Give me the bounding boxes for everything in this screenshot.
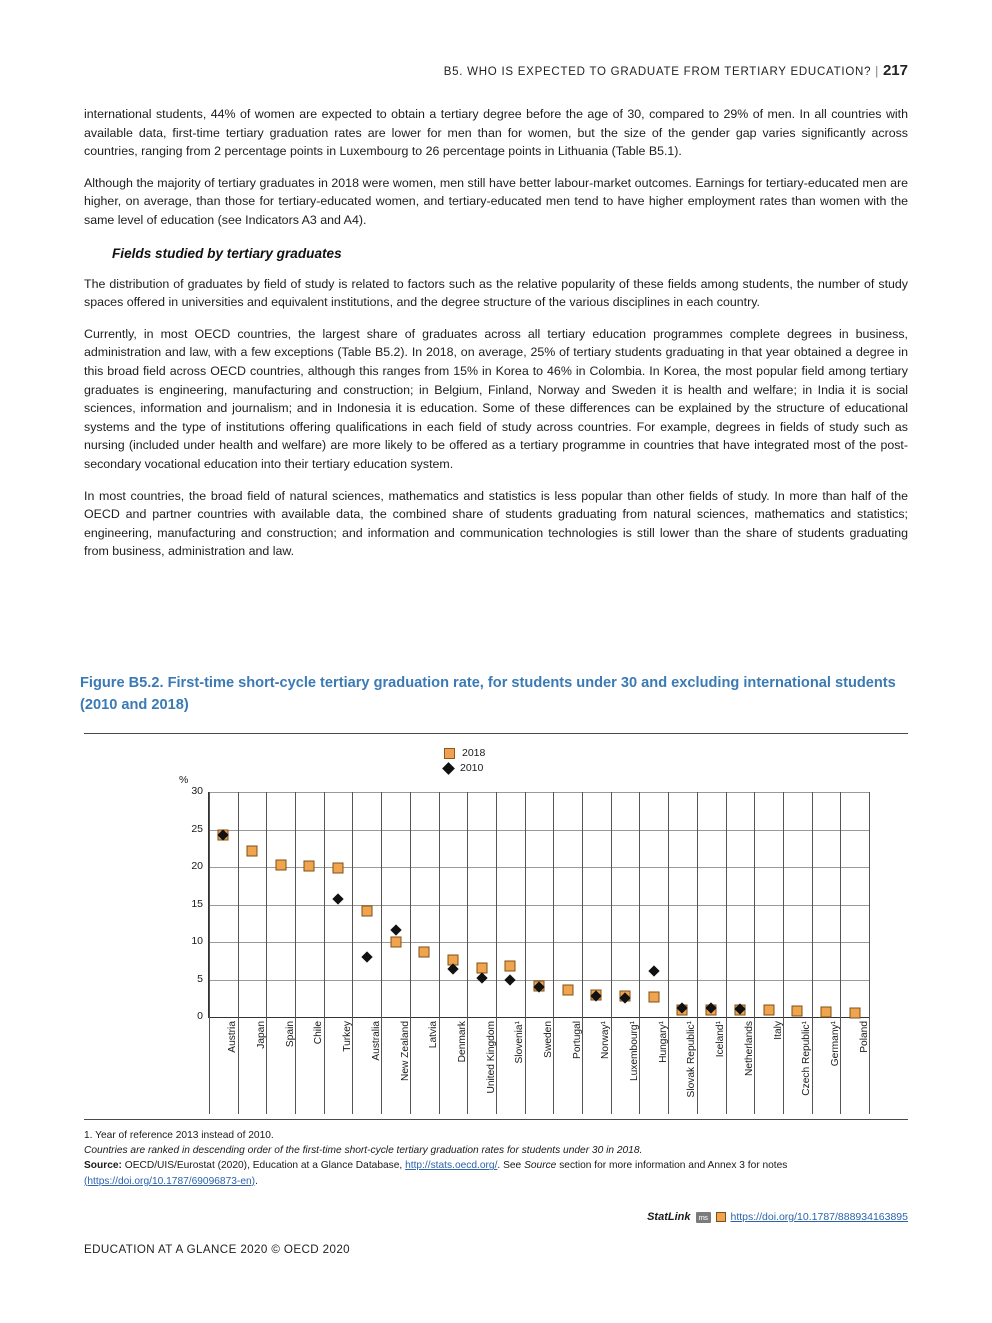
statlink-label: StatLink xyxy=(647,1211,691,1223)
statlink[interactable] xyxy=(647,1211,908,1223)
x-axis-category-label: Chile xyxy=(313,1021,325,1045)
note-ranking: Countries are ranked in descending order of the first-time short-cycle tertiary graduation rates for students under 30 in 2018. xyxy=(84,1145,643,1157)
chart-column-separator xyxy=(582,792,583,1017)
chart-category-tick xyxy=(209,1017,210,1114)
legend-item-2010 xyxy=(444,761,485,776)
paragraph-4: Currently, in most OECD countries, the largest share of graduates across all tertiary education programmes complete degrees in business, administration and law, with a few exceptions (Table B5.2). In 2018, on average, 25% of tertiary students graduating in that year obtained a degree in this broad field across OECD countries, although this ranges from 15% in Korea to 46% in Colombia. In Korea, the most popular field among tertiary graduates is engineering, manufacturing and construction; in Belgium, Finland, Norway and Sweden it is health and welfare; in India it is social sciences, information and journalism; and in Indonesia it is education. Some of these differences can be explained by the structure of educational systems and the type of institutions offering qualifications in each field of study across countries. For example, degrees in fields of study such as nursing (included under health and welfare) are more likely to be offered as a tertiary programme in countries that have integrated most of the post-secondary vocational education into their tertiary education system. xyxy=(84,326,908,471)
source-text-2: . See xyxy=(497,1160,522,1172)
paragraph-2: Although the majority of tertiary graduates in 2018 were women, men still have better labour-market outcomes. Earnings for tertiary-educated men are higher, on average, than those for tertiary-educated women, and tertiary-educated men tend to have higher employment rates than women with the same level of education (see Indicators A3 and A4). xyxy=(84,175,908,227)
body-content xyxy=(84,105,908,574)
square-marker-icon xyxy=(444,748,455,759)
chart-column-separator xyxy=(840,792,841,1017)
data-point-2018 xyxy=(505,961,516,972)
y-axis-label: % xyxy=(179,774,189,786)
paragraph-5: In most countries, the broad field of natural sciences, mathematics and statistics is less popular than other fields of study. In more than half of the OECD and partner countries with available data, the combined share of students graduating from natural sciences, mathematics and statistics; engineering, manufacturing and construction; and information and communication technologies is still lower than the share of students graduating from business, administration and law. xyxy=(84,488,908,559)
x-axis-category-label: Hungary¹ xyxy=(657,1021,669,1063)
header-title: B5. WHO IS EXPECTED TO GRADUATE FROM TERTIARY EDUCATION? xyxy=(443,66,872,78)
y-axis-tick: 30 xyxy=(191,785,203,797)
chart-column-separator xyxy=(697,792,698,1017)
note-footnote-1: 1. Year of reference 2013 instead of 2010. xyxy=(84,1130,274,1141)
source-text-1: OECD/UIS/Eurostat (2020), Education at a Glance Database, xyxy=(124,1160,403,1172)
y-axis-tick: 25 xyxy=(191,822,203,835)
data-point-2018 xyxy=(763,1004,774,1015)
chart-column-separator xyxy=(352,792,353,1017)
chart-column-separator xyxy=(754,792,755,1017)
chart-column-separator xyxy=(668,792,669,1017)
chart xyxy=(84,734,908,1119)
data-point-2018 xyxy=(361,905,372,916)
source-text-3: section for more information and Annex 3 for notes xyxy=(559,1160,788,1172)
chart-column-separator xyxy=(496,792,497,1017)
page-header xyxy=(84,62,908,79)
data-point-2018 xyxy=(304,861,315,872)
x-axis-category-label: Iceland¹ xyxy=(715,1021,727,1058)
paragraph-3: The distribution of graduates by field of study is related to factors such as the relative popularity of these fields among students, the number of study spaces offered in universities and equivalent institutions, and the degree structure of the various disciplines in each country. xyxy=(84,276,908,310)
x-axis-category-label: Italy xyxy=(772,1021,784,1040)
figure-box xyxy=(84,733,908,1120)
x-axis-category-label: Slovenia¹ xyxy=(514,1021,526,1064)
diamond-marker-icon xyxy=(442,762,455,775)
statlink-square-icon xyxy=(716,1212,726,1222)
data-point-2018 xyxy=(562,985,573,996)
section-subheading: Fields studied by tertiary graduates xyxy=(112,245,342,261)
x-axis-category-label: Netherlands xyxy=(743,1021,755,1076)
chart-column-separator xyxy=(410,792,411,1017)
x-axis-category-label: Sweden xyxy=(543,1021,554,1058)
data-point-2018 xyxy=(390,937,401,948)
chart-gridline xyxy=(209,792,869,793)
chart-column-separator xyxy=(467,792,468,1017)
chart-column-separator xyxy=(783,792,784,1017)
chart-column-separator xyxy=(869,792,870,1017)
y-axis-tick: 10 xyxy=(191,935,203,947)
x-axis-category-label: Poland xyxy=(858,1021,870,1053)
x-axis-category-label: United Kingdom xyxy=(485,1021,497,1094)
chart-column-separator xyxy=(726,792,727,1017)
x-axis-category-label: Czech Republic¹ xyxy=(801,1021,813,1096)
data-point-2018 xyxy=(333,862,344,873)
note-source xyxy=(84,1158,910,1188)
x-axis-category-label: Portugal xyxy=(571,1021,583,1059)
chart-column-separator xyxy=(553,792,554,1017)
x-axis-category-label: Denmark xyxy=(456,1021,468,1063)
data-point-2018 xyxy=(247,845,258,856)
x-axis-category-label: Germany¹ xyxy=(829,1021,841,1067)
x-axis-category-label: New Zealand xyxy=(399,1021,411,1082)
y-axis-tick: 5 xyxy=(197,972,203,985)
data-point-2018 xyxy=(275,859,286,870)
data-point-2010 xyxy=(332,893,343,904)
source-text-4: . xyxy=(255,1175,258,1187)
chart-column-separator xyxy=(295,792,296,1017)
data-point-2018 xyxy=(820,1006,831,1017)
chart-column-separator xyxy=(209,792,210,1017)
data-point-2010 xyxy=(505,974,516,985)
x-axis-category-label: Latvia xyxy=(428,1021,440,1049)
data-point-2018 xyxy=(792,1006,803,1017)
source-italic-word: Source xyxy=(524,1160,557,1172)
chart-gridline xyxy=(209,942,869,943)
y-axis-tick: 0 xyxy=(197,1010,203,1022)
legend-item-2018 xyxy=(444,746,485,761)
x-axis-category-label: Japan xyxy=(256,1021,268,1049)
chart-column-separator xyxy=(812,792,813,1017)
header-separator: | xyxy=(875,66,879,78)
data-point-2010 xyxy=(648,966,659,977)
x-axis-category-label: Austria xyxy=(227,1021,239,1053)
x-axis-category-label: Australia xyxy=(370,1021,382,1061)
paragraph-1: international students, 44% of women are expected to obtain a tertiary degree before the age of 30, compared to 29% of men. In all countries with available data, first-time tertiary graduation rates are lower for men than for women, but the size of the gender gap varies significantly across countries, ranging from 2 percentage points in Luxembourg to 26 percentage points in Lithuania (Table B5.1). xyxy=(84,107,908,159)
chart-column-separator xyxy=(439,792,440,1017)
chart-legend xyxy=(444,746,485,776)
chart-plot-area xyxy=(191,785,870,1098)
x-axis-category-label: Norway¹ xyxy=(600,1021,612,1059)
chart-column-separator xyxy=(611,792,612,1017)
data-point-2018 xyxy=(419,946,430,957)
data-point-2010 xyxy=(390,924,401,935)
x-axis-category-label: Turkey xyxy=(342,1021,354,1052)
page-number: 217 xyxy=(882,62,908,79)
chart-column-separator xyxy=(381,792,382,1017)
chart-gridline xyxy=(209,830,869,831)
x-axis-category-label: Luxembourg¹ xyxy=(629,1021,641,1082)
page-footer: EDUCATION AT A GLANCE 2020 © OECD 2020 xyxy=(84,1243,351,1256)
chart-column-separator xyxy=(324,792,325,1017)
chart-column-separator xyxy=(266,792,267,1017)
source-link-stats[interactable]: http://stats.oecd.org/ xyxy=(405,1160,498,1172)
source-label: Source: xyxy=(84,1160,122,1172)
chart-gridline xyxy=(209,905,869,906)
chart-column-separator xyxy=(525,792,526,1017)
x-axis-category-label: Slovak Republic¹ xyxy=(686,1021,698,1098)
data-point-2010 xyxy=(476,972,487,983)
data-point-2010 xyxy=(361,951,372,962)
statlink-badge-icon: ms xyxy=(696,1212,711,1223)
chart-column-separator xyxy=(238,792,239,1017)
data-point-2018 xyxy=(849,1007,860,1018)
y-axis-tick: 20 xyxy=(191,860,203,872)
data-point-2018 xyxy=(648,991,659,1002)
figure-title: Figure B5.2. First-time short-cycle tertiary graduation rate, for students under 30 and excluding international students (2010 and 2018) xyxy=(80,675,896,713)
source-link-doi[interactable]: (https://doi.org/10.1787/69096873-en) xyxy=(84,1175,256,1187)
legend-label-2018: 2018 xyxy=(462,747,486,759)
x-axis-category-label: Spain xyxy=(284,1021,296,1048)
figure-notes xyxy=(84,1128,910,1189)
legend-label-2010: 2010 xyxy=(460,762,484,774)
y-axis-tick: 15 xyxy=(191,897,203,910)
chart-column-separator xyxy=(639,792,640,1017)
statlink-url[interactable]: https://doi.org/10.1787/888934163895 xyxy=(730,1211,908,1223)
